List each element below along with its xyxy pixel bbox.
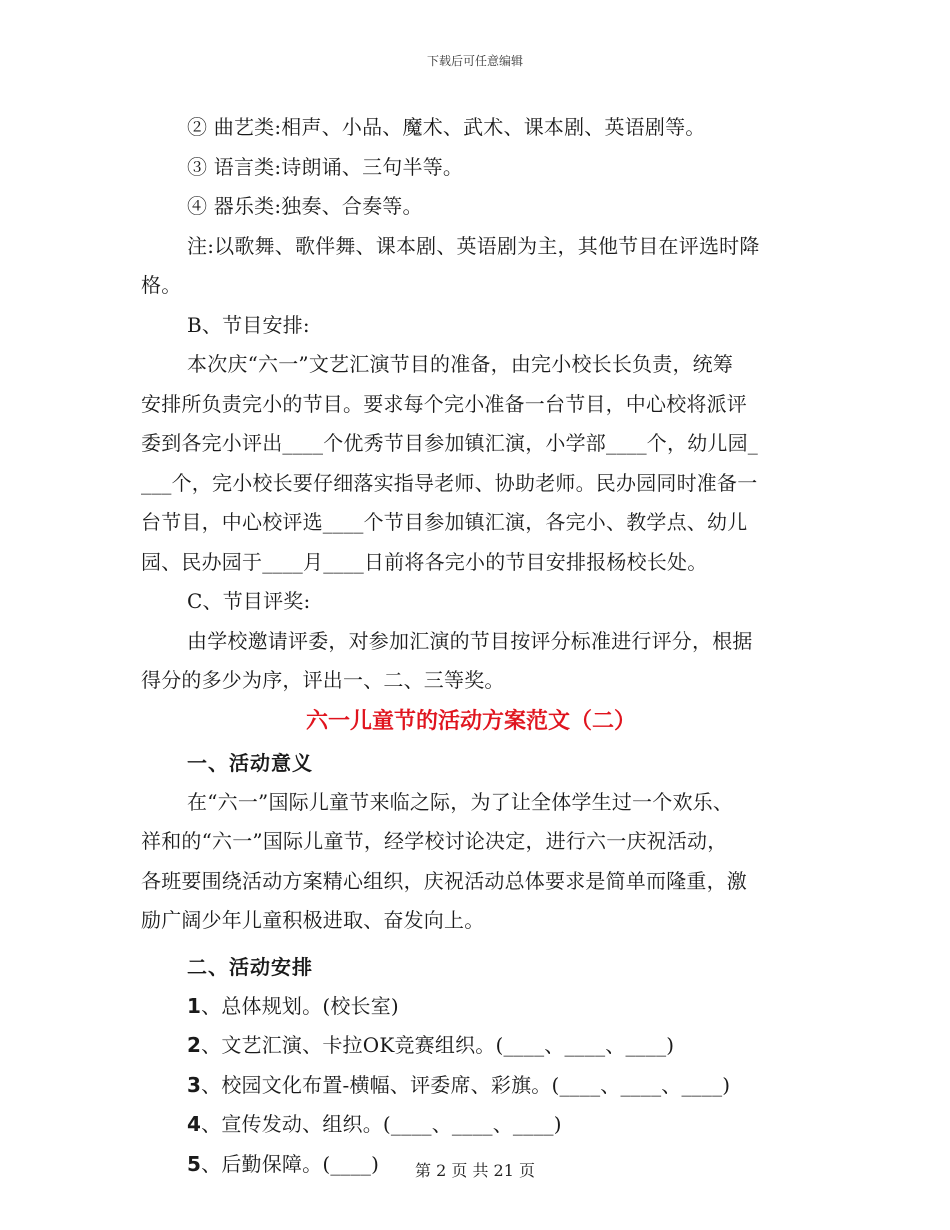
paragraph-line: 园、民办园于____月____日前将各完小的节目安排报杨校长处。 (141, 549, 708, 574)
paragraph-line: 在“六一”国际儿童节来临之际，为了让全体学生过一个欢乐、 (187, 789, 734, 814)
list-item-text: 、文艺汇演、卡拉OK竞赛组织。(____、____、____) (201, 1033, 675, 1057)
paragraph-line: 由学校邀请评委，对参加汇演的节目按评分标准进行评分，根据 (187, 628, 753, 653)
list-item-text: 、后勤保障。(____) (201, 1151, 380, 1176)
list-item (141, 987, 801, 1027)
list-item-number: 5 (187, 1151, 202, 1176)
paragraph-line: 台节目，中心校评选____个节目参加镇汇演，各完小、教学点、幼儿 (141, 510, 748, 534)
list-item (141, 1026, 801, 1066)
list-item-text: 、校园文化布置-横幅、评委席、彩旗。(____、____、____) (201, 1072, 731, 1097)
paragraph-line: ② 曲艺类:相声、小品、魔术、武术、课本剧、英语剧等。 (187, 115, 706, 139)
list-item-number: 3 (187, 1072, 202, 1097)
subheading-program-awards: C、节目评奖: (187, 589, 311, 613)
paragraph-line: 祥和的“六一”国际儿童节，经学校讨论决定，进行六一庆祝活动， (141, 829, 728, 853)
list-item-text: 、宣传发动、组织。(____、____、____) (201, 1112, 562, 1136)
section-heading-arrangement: 二、活动安排 (187, 954, 313, 979)
paragraph-line: ④ 器乐类:独奏、合奏等。 (187, 194, 423, 218)
paragraph-line: 安排所负责完小的节目。要求每个完小准备一台节目，中心校将派评 (141, 391, 747, 416)
paragraph-line: 各班要围绕活动方案精心组织，庆祝活动总体要求是简单而隆重，激 (141, 868, 747, 893)
paragraph-line: 注:以歌舞、歌伴舞、课本剧、英语剧为主，其他节目在评选时降 (187, 233, 760, 258)
list-item (141, 1066, 801, 1106)
paragraph-line: 本次庆“六一”文艺汇演节目的准备，由完小校长长负责，统筹 (187, 352, 734, 376)
section-heading-purpose: 一、活动意义 (187, 750, 313, 775)
page-footer: 第 2 页 共 21 页 (415, 1161, 535, 1180)
subheading-program-arrangement: B、节目安排: (187, 312, 310, 337)
document-title: 六一儿童节的活动方案范文（二） (305, 708, 636, 734)
paragraph-line: 委到各完小评出____个优秀节目参加镇汇演，小学部____个，幼儿园_ (141, 431, 758, 455)
paragraph-line: 励广阔少年儿童积极进取、奋发向上。 (141, 908, 485, 932)
list-item-number: 2 (187, 1033, 202, 1057)
list-item-number: 1 (187, 993, 202, 1018)
list-item (141, 1105, 801, 1145)
paragraph-line: ___个，完小校长要仔细落实指导老师、协助老师。民办园同时准备一 (141, 470, 758, 495)
list-item-number: 4 (187, 1112, 202, 1136)
paragraph-line: 得分的多少为序，评出一、二、三等奖。 (141, 668, 505, 692)
document-body (141, 108, 801, 1184)
list-item-text: 、总体规划。(校长室) (201, 993, 399, 1018)
page-header: 下载后可任意编辑 (426, 54, 523, 68)
paragraph-line: ③ 语言类:诗朗诵、三句半等。 (187, 154, 464, 179)
paragraph-line: 格。 (141, 273, 182, 297)
